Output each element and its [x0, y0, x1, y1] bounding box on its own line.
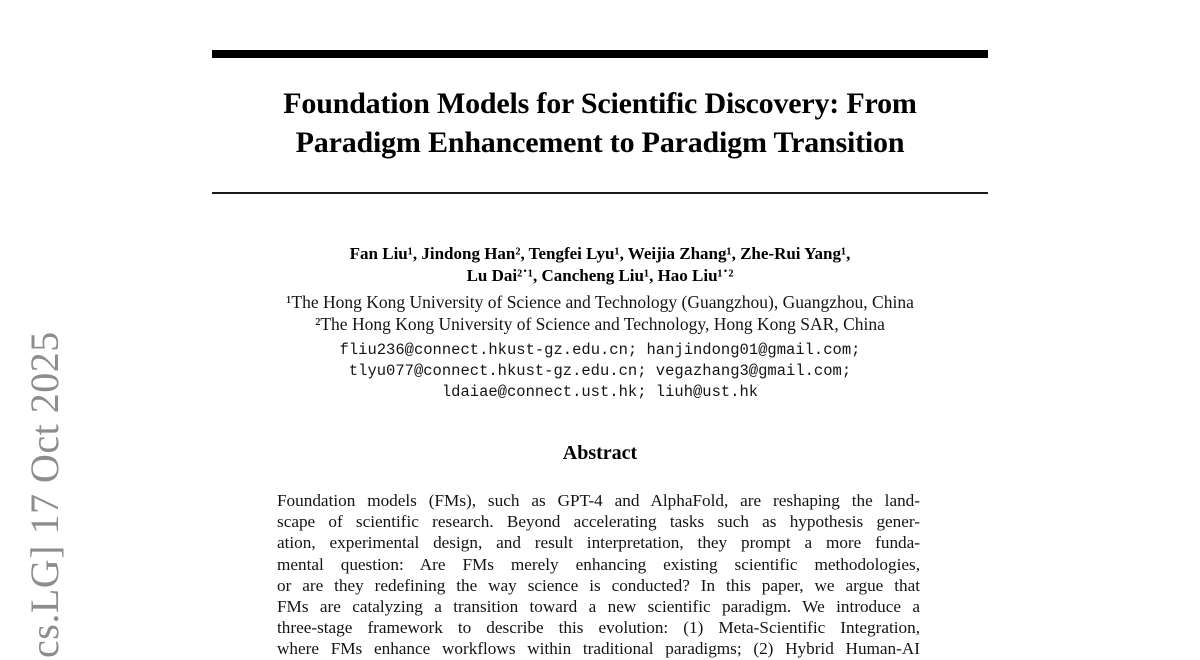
abstract-line: FMs are catalyzing a transition toward a new scientific paradigm. We introduce a [277, 597, 920, 617]
author-line-1: Fan Liu¹, Jindong Han², Tengfei Lyu¹, Weijia Zhang¹, Zhe-Rui Yang¹, [349, 244, 851, 263]
abstract-text [277, 490, 920, 660]
affiliations [212, 291, 988, 335]
abstract-line: or are they redefining the way science is conducted? In this paper, we argue that [277, 575, 920, 595]
abstract-line: three-stage framework to describe this evolution: (1) Meta-Scientific Integration, [277, 618, 920, 638]
email-line-1: fliu236@connect.hkust-gz.edu.cn; hanjindong01@gmail.com; [339, 341, 861, 359]
arxiv-watermark: cs.LG] 17 Oct 2025 [22, 331, 67, 658]
author-list [212, 243, 988, 287]
author-line-2: Lu Dai²˙¹, Cancheng Liu¹, Hao Liu¹˙² [466, 266, 734, 285]
paper-title-line2: Paradigm Enhancement to Paradigm Transition [295, 126, 905, 159]
title-bottom-rule [212, 192, 988, 194]
abstract-line: scape of scientific research. Beyond accelerating tasks such as hypothesis gener- [277, 512, 920, 532]
abstract-line: mental question: Are FMs merely enhancing existing scientific methodologies, [277, 554, 920, 574]
email-line-3: ldaiae@connect.ust.hk; liuh@ust.hk [441, 383, 759, 401]
paper-title-line1: Foundation Models for Scientific Discovery: From [283, 87, 917, 120]
affiliation-2: ²The Hong Kong University of Science and Technology, Hong Kong SAR, China [315, 314, 885, 334]
abstract-heading: Abstract [562, 442, 638, 464]
content-column [212, 0, 988, 659]
title-top-rule [212, 50, 988, 58]
affiliation-1: ¹The Hong Kong University of Science and Technology (Guangzhou), Guangzhou, China [286, 292, 914, 312]
abstract-line: Foundation models (FMs), such as GPT-4 and AlphaFold, are reshaping the land- [277, 491, 920, 510]
abstract-line: where FMs enhance workflows within traditional paradigms; (2) Hybrid Human-AI [277, 639, 920, 659]
abstract-line: ation, experimental design, and result interpretation, they prompt a more funda- [277, 533, 920, 553]
paper-title [212, 84, 988, 162]
email-line-2: tlyu077@connect.hkust-gz.edu.cn; vegazhang3@gmail.com; [348, 362, 852, 380]
author-emails [212, 340, 988, 403]
